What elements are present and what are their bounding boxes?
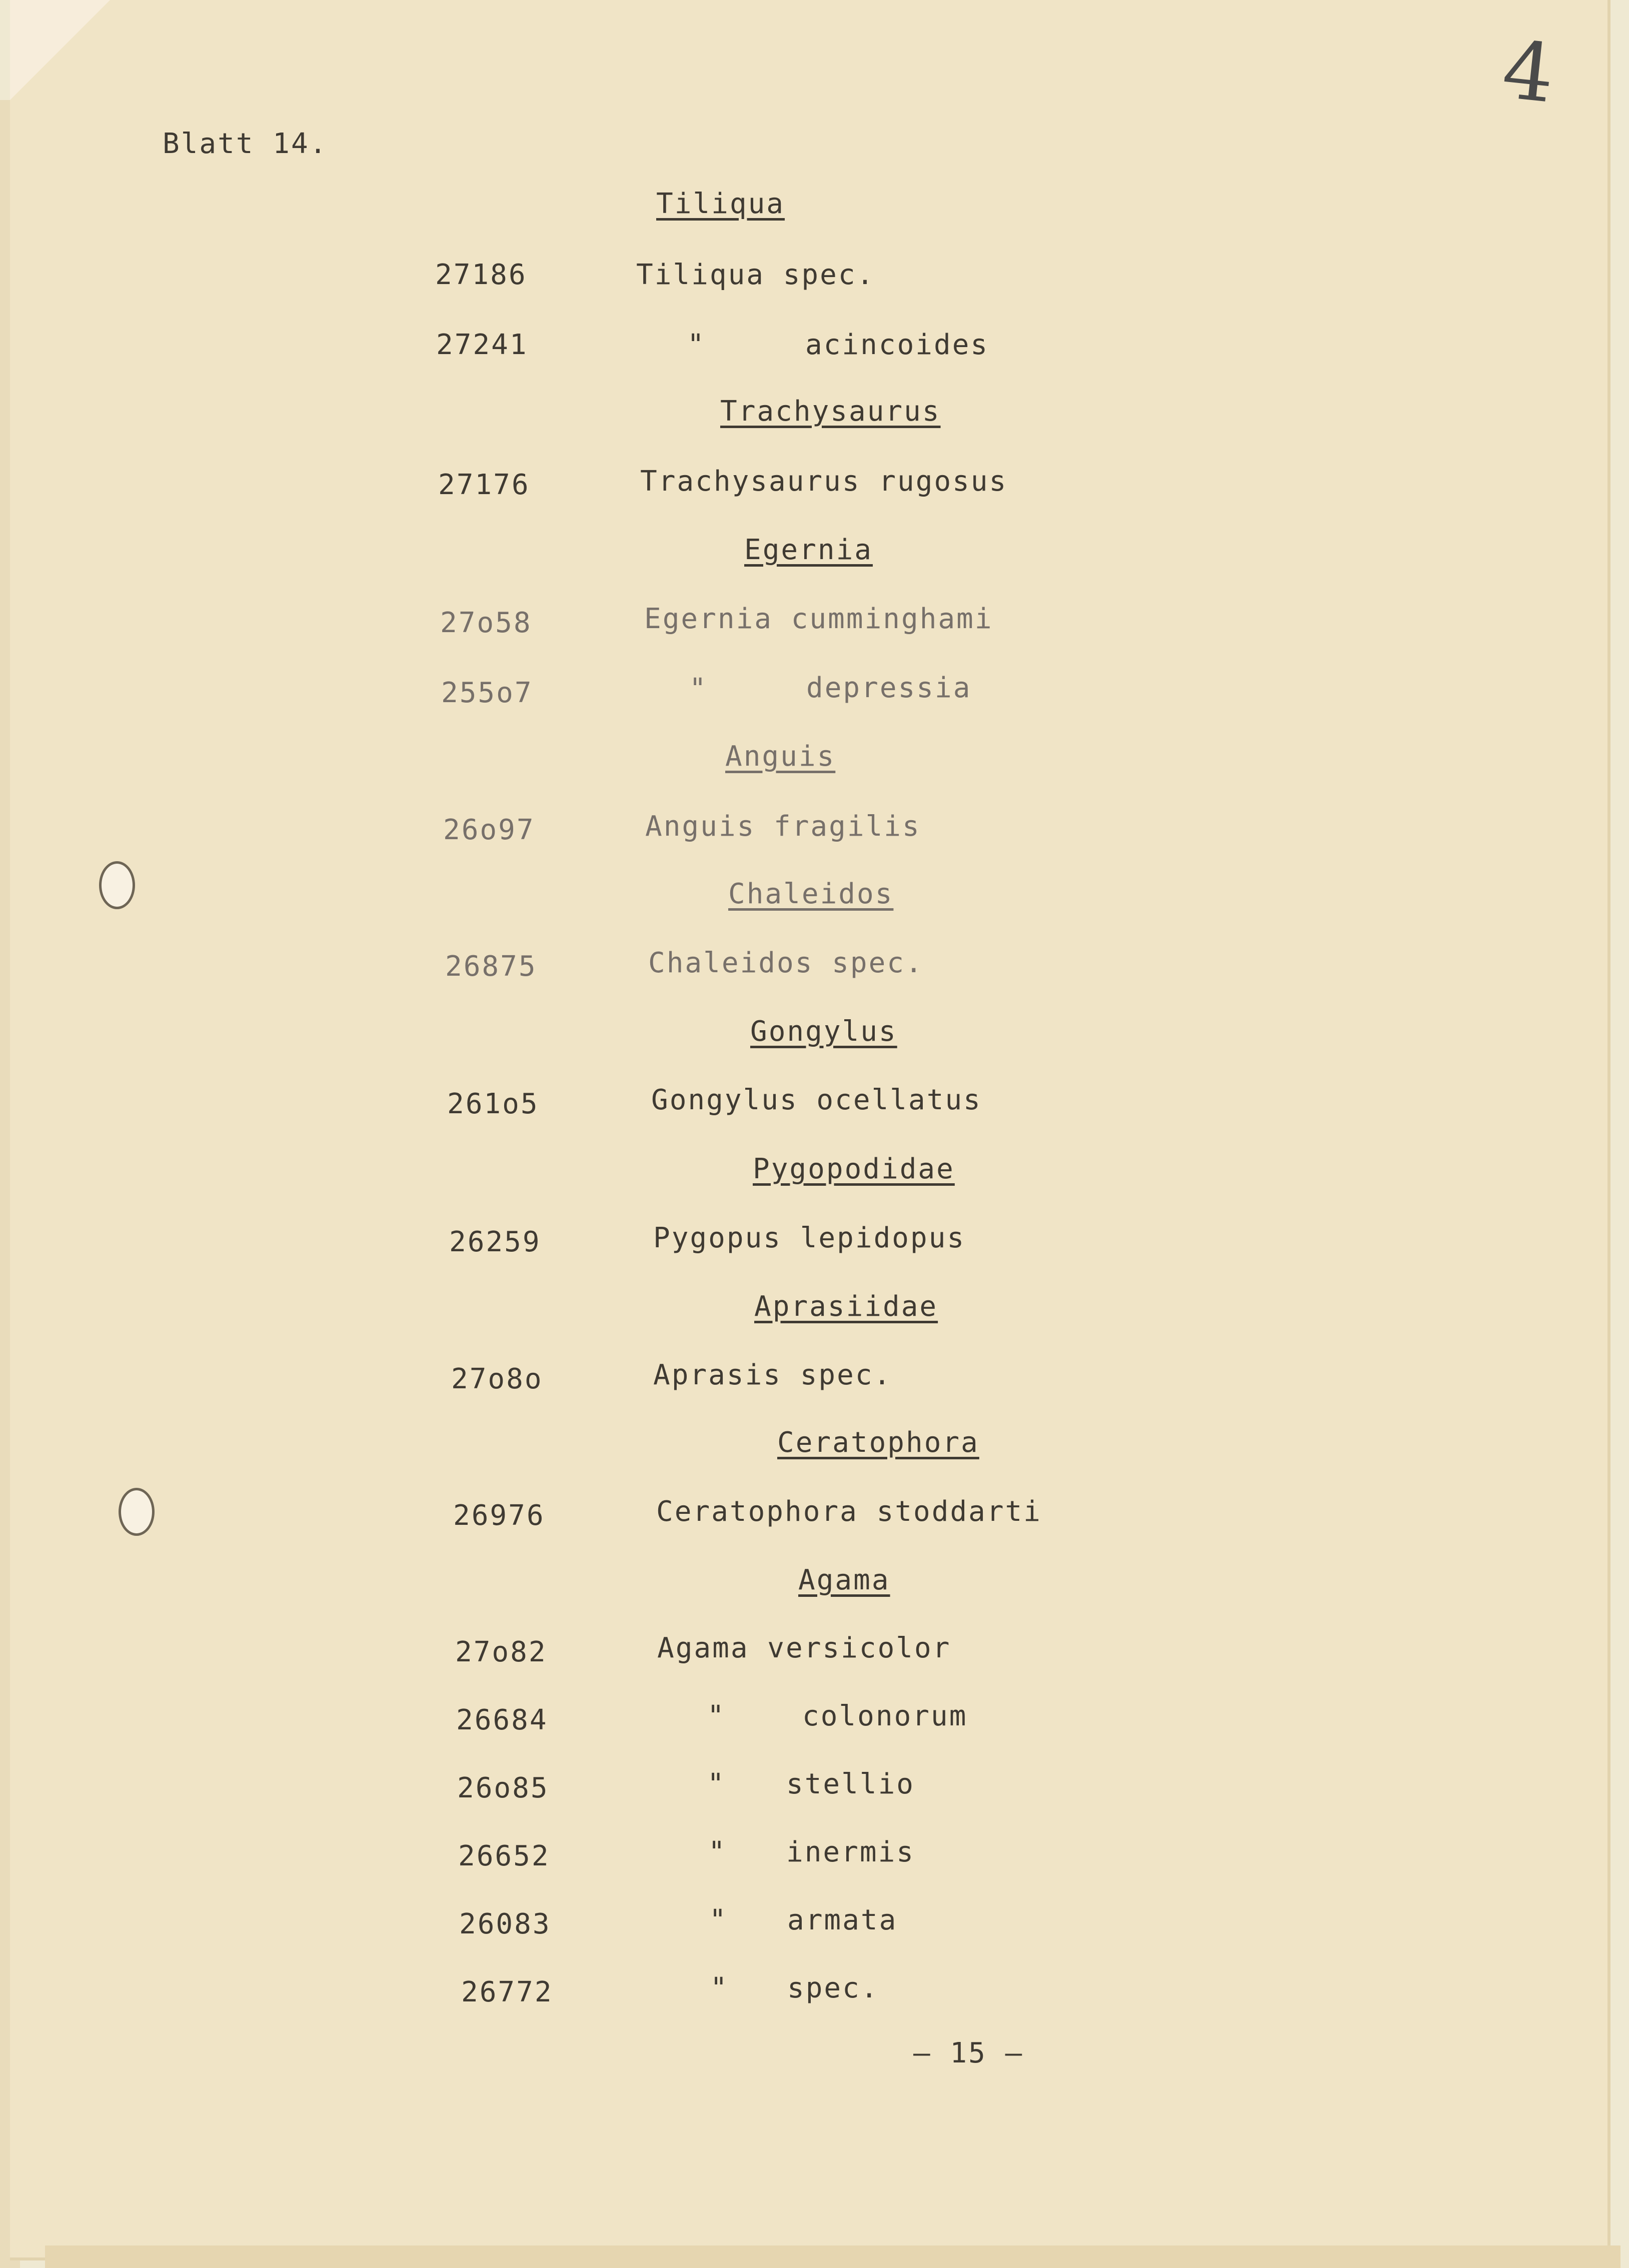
genus-heading: Tiliqua bbox=[656, 188, 785, 220]
genus-heading: Gongylus bbox=[750, 1015, 897, 1048]
catalog-number: 26652 bbox=[458, 1840, 550, 1872]
genus-heading: Egernia bbox=[744, 534, 873, 566]
catalog-number: 26772 bbox=[461, 1976, 553, 2008]
catalog-number: 26684 bbox=[456, 1704, 548, 1736]
ditto-mark: " bbox=[709, 1904, 728, 1936]
catalog-number: 27o8o bbox=[451, 1363, 543, 1395]
catalog-number: 27o82 bbox=[455, 1636, 547, 1668]
species-name: Egernia cumminghami bbox=[644, 603, 993, 635]
species-name: armata bbox=[787, 1904, 898, 1936]
catalog-number: 26875 bbox=[445, 950, 537, 983]
species-name: Pygopus lepidopus bbox=[653, 1222, 966, 1254]
family-heading: Pygopodidae bbox=[753, 1153, 955, 1185]
ditto-mark: " bbox=[707, 1700, 726, 1732]
punch-hole-top bbox=[99, 861, 135, 909]
species-name: Ceratophora stoddarti bbox=[656, 1495, 1042, 1528]
catalog-number: 27o58 bbox=[440, 607, 532, 639]
catalog-number: 26o97 bbox=[443, 814, 535, 846]
species-name: inermis bbox=[786, 1836, 915, 1868]
punch-hole-bottom bbox=[119, 1488, 155, 1536]
ditto-mark: " bbox=[689, 673, 708, 705]
footer-page-number: – 15 – bbox=[913, 2037, 1024, 2069]
catalog-number: 27176 bbox=[438, 469, 530, 501]
catalog-number: 261o5 bbox=[447, 1088, 539, 1120]
genus-heading: Ceratophora bbox=[777, 1426, 979, 1459]
species-name: colonorum bbox=[802, 1700, 968, 1732]
species-name: Anguis fragilis bbox=[645, 810, 921, 843]
ditto-mark: " bbox=[707, 1768, 726, 1800]
species-name: Aprasis spec. bbox=[653, 1359, 892, 1391]
species-name: Tiliqua spec. bbox=[636, 259, 875, 291]
species-name: Gongylus ocellatus bbox=[651, 1084, 982, 1116]
species-name: stellio bbox=[786, 1768, 915, 1800]
genus-heading: Trachysaurus bbox=[720, 395, 941, 428]
stacked-sheets-edge bbox=[45, 2245, 1620, 2268]
folded-corner bbox=[10, 0, 110, 100]
sheet-label: Blatt 14. bbox=[163, 128, 328, 160]
ditto-mark: " bbox=[708, 1836, 727, 1868]
species-name: acincoides bbox=[805, 329, 989, 361]
species-name: depressia bbox=[806, 672, 972, 704]
ditto-mark: " bbox=[687, 329, 706, 361]
catalog-number: 26o85 bbox=[457, 1772, 549, 1804]
catalog-number: 27186 bbox=[435, 259, 527, 291]
catalog-number: 26976 bbox=[453, 1499, 545, 1532]
species-name: Chaleidos spec. bbox=[648, 947, 924, 979]
genus-heading: Agama bbox=[798, 1564, 890, 1596]
ditto-mark: " bbox=[710, 1972, 729, 2004]
catalog-number: 26259 bbox=[449, 1226, 541, 1258]
family-heading: Aprasiidae bbox=[754, 1290, 938, 1323]
handwritten-page-number: 4 bbox=[1498, 23, 1559, 121]
catalog-number: 26083 bbox=[459, 1908, 551, 1940]
species-name: spec. bbox=[787, 1972, 879, 2004]
genus-heading: Anguis bbox=[725, 740, 836, 773]
genus-heading: Chaleidos bbox=[728, 878, 894, 910]
catalog-number: 255o7 bbox=[441, 677, 533, 709]
species-name: Trachysaurus rugosus bbox=[640, 465, 1008, 498]
catalog-number: 27241 bbox=[436, 329, 528, 361]
species-name: Agama versicolor bbox=[657, 1632, 951, 1664]
